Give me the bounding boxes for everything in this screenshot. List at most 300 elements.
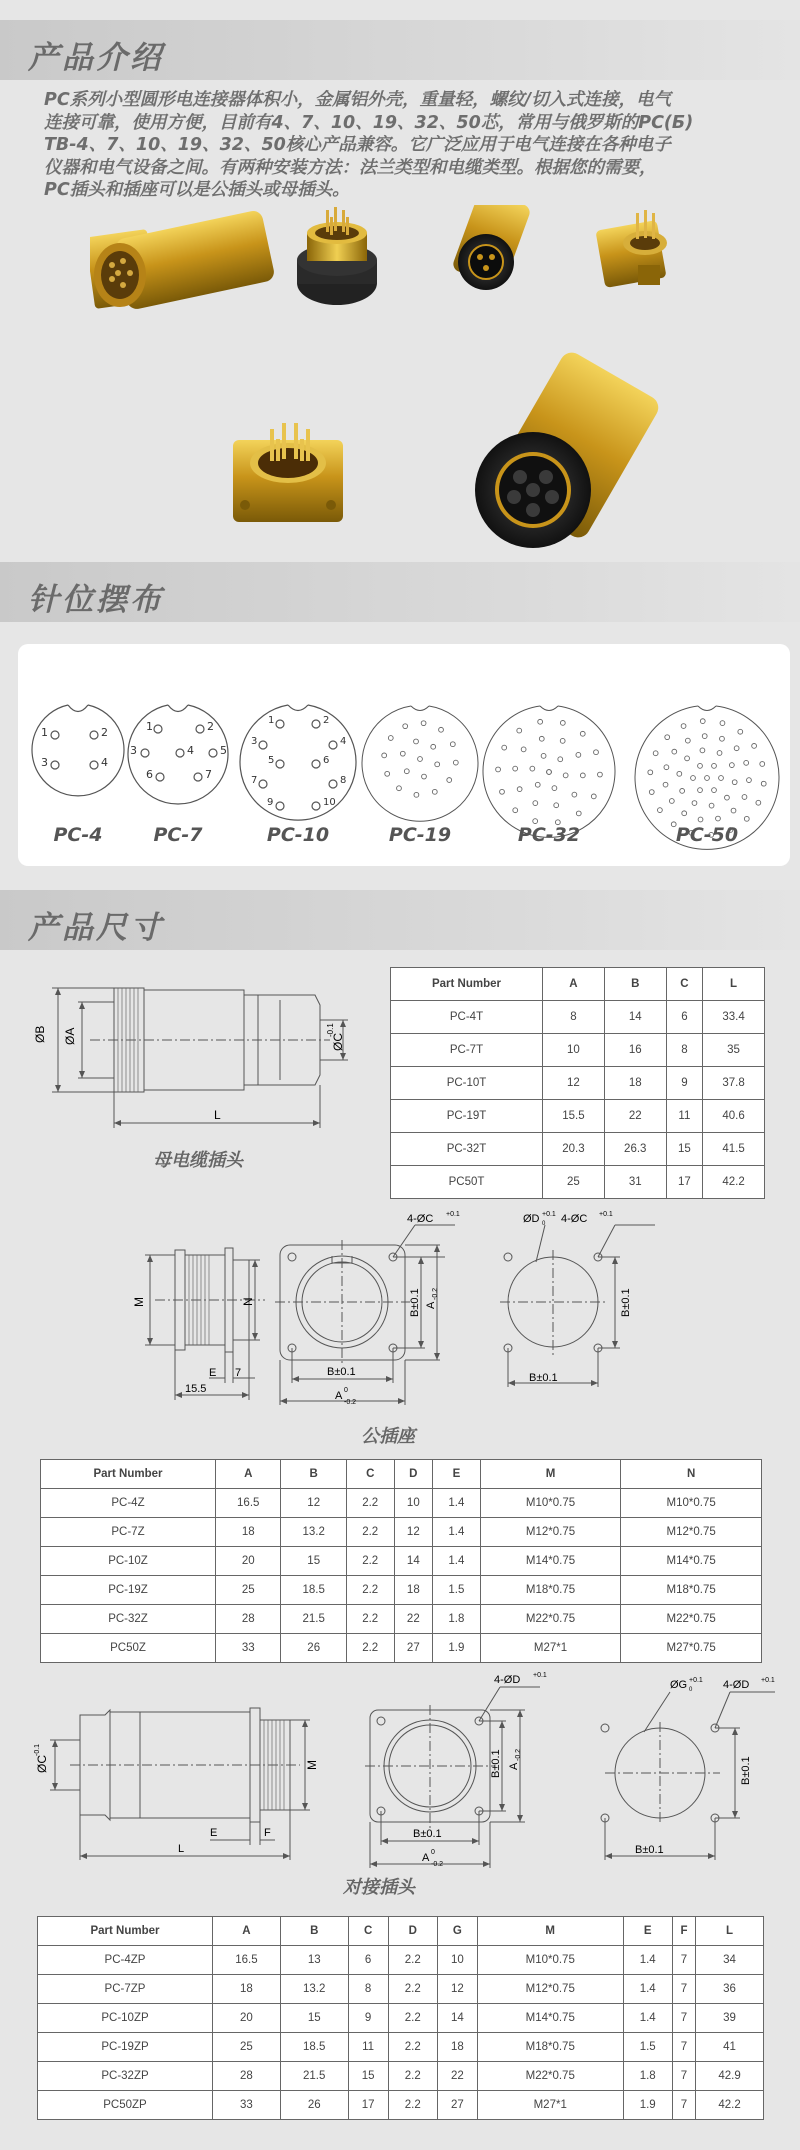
- dim-label-holes2-tol: +0.1: [761, 1677, 775, 1684]
- pin-label-pc32: PC-32: [517, 824, 581, 846]
- pin-hole: [752, 744, 757, 749]
- pin-num: 3: [130, 744, 137, 757]
- table-cell: 1.4: [623, 1975, 672, 2004]
- table-header-cell: B: [604, 968, 666, 1001]
- table-row: [38, 1946, 764, 1975]
- pin-hole: [552, 786, 557, 791]
- dim-label-a-h: A: [335, 1390, 343, 1402]
- dim-label-g: ØG: [670, 1679, 688, 1691]
- pin-num: 1: [268, 715, 275, 726]
- table-cell: 1.4: [623, 2004, 672, 2033]
- table-cell: 26: [280, 2091, 348, 2120]
- pin-hole: [669, 799, 674, 804]
- drawing-male-socket: [125, 1205, 725, 1410]
- dim-label-c-tol: -0.1: [34, 1743, 41, 1756]
- table-cell: 18: [213, 1975, 281, 2004]
- dim-label-d-sub: 0: [542, 1221, 546, 1227]
- table-row: [41, 1547, 762, 1576]
- table-cell: 33: [216, 1634, 281, 1663]
- table-cell: 1.9: [623, 2091, 672, 2120]
- table-header-cell: Part Number: [38, 1917, 213, 1946]
- pin-hole: [705, 776, 710, 781]
- dim-label-holes-tol: +0.1: [533, 1672, 547, 1679]
- dim-label-d: ØD: [523, 1213, 540, 1225]
- table-row: [41, 1576, 762, 1605]
- pin-label-pc7: PC-7: [153, 824, 203, 846]
- table-header-cell: C: [666, 968, 702, 1001]
- pin-hole: [594, 750, 599, 755]
- table-header-row: [391, 968, 765, 1001]
- table-cell: 2.2: [388, 2062, 437, 2091]
- pin-hole: [513, 766, 518, 771]
- pin-hole: [692, 801, 697, 806]
- dim-label-b-tol: B±0.1: [409, 1288, 421, 1317]
- pin-hole: [453, 760, 458, 765]
- table-cell: 21.5: [281, 1605, 346, 1634]
- dim-label-e: E: [209, 1367, 217, 1379]
- dim-label-b-tol-panel: B±0.1: [740, 1756, 752, 1785]
- table-cell: 42.9: [696, 2062, 764, 2091]
- caption-male-socket: 公插座: [361, 1426, 415, 1447]
- pin-hole: [717, 751, 722, 756]
- pin-num: 8: [340, 775, 347, 786]
- pin-hole: [682, 811, 687, 816]
- table-cell: 1.4: [623, 1946, 672, 1975]
- dim-label-b-tol-panel-h: B±0.1: [529, 1372, 558, 1384]
- pin-diagram-pc32-pins: [496, 719, 603, 824]
- table-cell: PC-32ZP: [38, 2062, 213, 2091]
- table-cell: 1.9: [433, 1634, 481, 1663]
- table-row: [391, 1166, 765, 1199]
- dim-label-holes2-tol: +0.1: [599, 1211, 613, 1218]
- table-cell: 15: [348, 2062, 388, 2091]
- caption-female-plug: 母电缆插头: [153, 1150, 243, 1171]
- pin-hole: [538, 719, 543, 724]
- dim-label-7: 7: [235, 1367, 242, 1379]
- pin-hole: [539, 736, 544, 741]
- pin-hole: [414, 792, 419, 797]
- pin-hole: [685, 756, 690, 761]
- photo-large-plug: [475, 348, 663, 548]
- dim-label-a: A: [425, 1301, 437, 1309]
- table-cell: 25: [216, 1576, 281, 1605]
- pin-hole: [554, 803, 559, 808]
- dim-label-a-h: A: [422, 1852, 430, 1864]
- pin-hole: [653, 751, 658, 756]
- pin-hole: [439, 727, 444, 732]
- pin-hole: [731, 808, 736, 813]
- photo-flange-socket-long: [90, 209, 276, 311]
- dim-label-g-sub: 0: [689, 1687, 693, 1693]
- pin-hole: [698, 817, 703, 822]
- pin-label-pc19: PC-19: [388, 824, 452, 846]
- table-cell: 14: [437, 2004, 477, 2033]
- pin-hole: [761, 781, 766, 786]
- table-cell: 13: [280, 1946, 348, 1975]
- dim-label-m: M: [305, 1760, 319, 1770]
- table-cell: 20: [213, 2004, 281, 2033]
- table-cell: 39: [696, 2004, 764, 2033]
- pin-hole: [720, 736, 725, 741]
- table-cell: 18: [604, 1067, 666, 1100]
- table-cell: 41.5: [703, 1133, 765, 1166]
- table-cell: PC-10Z: [41, 1547, 216, 1576]
- table-header-cell: E: [433, 1460, 481, 1489]
- table-cell: 2.2: [346, 1518, 394, 1547]
- pin-hole: [558, 757, 563, 762]
- table-cell: PC-4ZP: [38, 1946, 213, 1975]
- table-cell: 2.2: [388, 1946, 437, 1975]
- table-cell: 7: [672, 2091, 695, 2120]
- pin-hole: [397, 786, 402, 791]
- pin-hole: [720, 721, 725, 726]
- table-cell: M18*0.75: [480, 1576, 621, 1605]
- table-cell: 11: [348, 2033, 388, 2062]
- pin-hole: [734, 746, 739, 751]
- pin-hole: [698, 788, 703, 793]
- table-cell: M18*0.75: [477, 2033, 623, 2062]
- table-cell: 13.2: [281, 1518, 346, 1547]
- table-cell: 6: [666, 1001, 702, 1034]
- table-cell: 40.6: [703, 1100, 765, 1133]
- pin-num: 9: [267, 797, 274, 808]
- dim-label-c: ØC: [331, 1033, 345, 1051]
- pin-hole: [716, 816, 721, 821]
- table-cell: 17: [666, 1166, 702, 1199]
- table-cell: 10: [437, 1946, 477, 1975]
- table-cell: PC-32T: [391, 1133, 543, 1166]
- pin-num: 2: [101, 726, 108, 739]
- table-cell: 12: [394, 1518, 433, 1547]
- table-cell: 11: [666, 1100, 702, 1133]
- table-cell: PC-4T: [391, 1001, 543, 1034]
- intro-line: 连接可靠，使用方便，目前有4、7、10、19、32、50芯，常用与俄罗斯的PC(Б): [44, 112, 694, 133]
- dim-label-l: L: [214, 1108, 221, 1122]
- table-cell: M14*0.75: [480, 1547, 621, 1576]
- dim-label-l: L: [178, 1843, 185, 1855]
- table-cell: 28: [216, 1605, 281, 1634]
- section-band-intro: [0, 20, 800, 80]
- table-cell: 2.2: [346, 1634, 394, 1663]
- pin-hole: [747, 778, 752, 783]
- pin-hole: [513, 808, 518, 813]
- table-cell: PC-19T: [391, 1100, 543, 1133]
- dim-label-m: M: [132, 1297, 146, 1307]
- table-row: [38, 2033, 764, 2062]
- table-cell: M22*0.75: [621, 1605, 762, 1634]
- table-cell: 25: [213, 2033, 281, 2062]
- table-row: [38, 2004, 764, 2033]
- pin-label-pc4: PC-4: [53, 824, 103, 846]
- table-cell: PC-7Z: [41, 1518, 216, 1547]
- pin-num: 2: [323, 715, 330, 726]
- pin-hole: [576, 752, 581, 757]
- pin-num: 3: [251, 736, 258, 747]
- pin-label-pc10: PC-10: [266, 824, 330, 846]
- pin-hole: [421, 721, 426, 726]
- table-cell: PC-19Z: [41, 1576, 216, 1605]
- intro-line: PC系列小型圆形电连接器体积小，金属铝外壳，重量轻，螺纹/切入式连接，电气: [44, 90, 672, 110]
- table-mating-plug: [37, 1916, 764, 2120]
- table-cell: 33: [213, 2091, 281, 2120]
- photo-black-nose-plug: [451, 205, 532, 290]
- table-cell: 6: [348, 1946, 388, 1975]
- dim-label-e: E: [210, 1827, 218, 1839]
- pin-hole: [447, 778, 452, 783]
- pin-num: 7: [251, 775, 258, 786]
- dim-label-a-tol: -0.2: [515, 1748, 522, 1761]
- section-band-pins: [0, 562, 800, 622]
- table-cell: 8: [348, 1975, 388, 2004]
- table-header-cell: L: [703, 968, 765, 1001]
- table-cell: M12*0.75: [480, 1518, 621, 1547]
- section-title-pins: 针位摆布: [28, 582, 164, 618]
- pin-hole: [580, 731, 585, 736]
- pin-num: 2: [207, 720, 214, 733]
- photo-round-socket: [297, 207, 377, 305]
- table-row: [391, 1001, 765, 1034]
- pin-hole: [418, 757, 423, 762]
- table-cell: 1.4: [433, 1518, 481, 1547]
- dim-label-b-tol-h: B±0.1: [327, 1366, 356, 1378]
- dim-label-a-tol-h: -0.2: [431, 1861, 444, 1868]
- table-cell: 22: [437, 2062, 477, 2091]
- pin-hole: [388, 736, 393, 741]
- table-cell: 33.4: [703, 1001, 765, 1034]
- table-cell: 12: [437, 1975, 477, 2004]
- pin-diagram-pc4: [32, 705, 124, 796]
- table-cell: 8: [543, 1001, 605, 1034]
- pin-num: 6: [146, 768, 153, 781]
- table-cell: 42.2: [696, 2091, 764, 2120]
- pin-hole: [432, 789, 437, 794]
- dim-label-holes-tol: +0.1: [446, 1211, 460, 1218]
- table-cell: 28: [213, 2062, 281, 2091]
- table-header-cell: G: [437, 1917, 477, 1946]
- section-title-intro: 产品介绍: [28, 40, 164, 76]
- dim-label-holes2: 4-ØC: [561, 1213, 588, 1225]
- dim-label-a-tol-h: -0.2: [344, 1399, 357, 1406]
- table-cell: 26.3: [604, 1133, 666, 1166]
- table-cell: 15: [281, 1547, 346, 1576]
- pin-diagram-pc19: [362, 706, 478, 821]
- table-cell: 18.5: [281, 1576, 346, 1605]
- dim-label-holes2: 4-ØD: [723, 1679, 750, 1691]
- table-cell: 7: [672, 1946, 695, 1975]
- pin-hole: [431, 744, 436, 749]
- table-cell: 1.5: [433, 1576, 481, 1605]
- table-cell: 16.5: [213, 1946, 281, 1975]
- table-header-cell: Part Number: [41, 1460, 216, 1489]
- pin-layout-card: [18, 644, 790, 866]
- pin-hole: [414, 739, 419, 744]
- table-cell: 16.5: [216, 1489, 281, 1518]
- pin-hole: [450, 742, 455, 747]
- table-cell: 14: [604, 1001, 666, 1034]
- pin-hole: [382, 753, 387, 758]
- table-cell: 7: [672, 2033, 695, 2062]
- pin-hole: [738, 729, 743, 734]
- pin-hole: [572, 792, 577, 797]
- dim-label-n: N: [241, 1297, 255, 1306]
- table-cell: PC-10ZP: [38, 2004, 213, 2033]
- table-header-cell: B: [280, 1917, 348, 1946]
- pin-hole: [404, 769, 409, 774]
- table-cell: 9: [348, 2004, 388, 2033]
- pin-hole: [685, 738, 690, 743]
- dim-label-f: F: [264, 1827, 271, 1839]
- pin-label-pc50: PC-50: [675, 824, 739, 846]
- table-row: [391, 1100, 765, 1133]
- photo-small-flange-socket: [595, 210, 667, 288]
- dim-label-a-tol: -0.2: [432, 1287, 439, 1300]
- table-cell: 2.2: [388, 1975, 437, 2004]
- table-cell: M27*0.75: [621, 1634, 762, 1663]
- intro-paragraph: [44, 89, 774, 202]
- pin-hole: [533, 801, 538, 806]
- drawing-female-cable-plug: [30, 975, 365, 1140]
- table-cell: PC-19ZP: [38, 2033, 213, 2062]
- pin-hole: [598, 772, 603, 777]
- table-cell: PC50ZP: [38, 2091, 213, 2120]
- table-cell: 18: [437, 2033, 477, 2062]
- pin-hole: [547, 770, 552, 775]
- table-row: [41, 1518, 762, 1547]
- pin-num: 1: [41, 726, 48, 739]
- pin-diagram-pc50-pins: [648, 719, 766, 837]
- pin-hole: [385, 771, 390, 776]
- table-cell: 2.2: [388, 2004, 437, 2033]
- pin-hole: [530, 766, 535, 771]
- table-header-cell: F: [672, 1917, 695, 1946]
- table-row: [391, 1133, 765, 1166]
- table-row: [38, 1975, 764, 2004]
- table-cell: PC-7ZP: [38, 1975, 213, 2004]
- dim-label-b-tol-panel: B±0.1: [620, 1288, 632, 1317]
- pin-hole: [677, 771, 682, 776]
- pin-diagram-pc19-pins: [382, 721, 458, 797]
- table-cell: 1.8: [433, 1605, 481, 1634]
- table-cell: 37.8: [703, 1067, 765, 1100]
- table-cell: 34: [696, 1946, 764, 1975]
- pin-hole: [712, 763, 717, 768]
- pin-hole: [400, 751, 405, 756]
- table-cell: 41: [696, 2033, 764, 2062]
- table-cell: M27*1: [480, 1634, 621, 1663]
- dim-label-a: ØA: [63, 1027, 77, 1045]
- table-cell: 36: [696, 1975, 764, 2004]
- dim-label-holes: 4-ØC: [407, 1213, 434, 1225]
- pin-hole: [517, 728, 522, 733]
- table-header-cell: L: [696, 1917, 764, 1946]
- dim-label-holes: 4-ØD: [494, 1674, 521, 1686]
- table-header-cell: A: [216, 1460, 281, 1489]
- dim-label-c: ØC: [35, 1755, 49, 1773]
- pin-hole: [681, 724, 686, 729]
- pin-num: 4: [340, 736, 347, 747]
- pin-diagram-pc10: [240, 705, 356, 820]
- pin-hole: [648, 770, 653, 775]
- dim-label-d-tol: +0.1: [542, 1211, 556, 1218]
- pin-hole: [729, 763, 734, 768]
- table-header-cell: C: [346, 1460, 394, 1489]
- table-cell: 26: [281, 1634, 346, 1663]
- table-cell: 9: [666, 1067, 702, 1100]
- table-cell: 8: [666, 1034, 702, 1067]
- table-header-cell: C: [348, 1917, 388, 1946]
- table-cell: 13.2: [280, 1975, 348, 2004]
- pin-hole: [732, 780, 737, 785]
- pin-hole: [742, 795, 747, 800]
- table-cell: 22: [394, 1605, 433, 1634]
- table-row: [38, 2062, 764, 2091]
- table-header-cell: D: [388, 1917, 437, 1946]
- pin-hole: [422, 774, 427, 779]
- pin-hole: [744, 816, 749, 821]
- product-photos: [90, 205, 790, 550]
- table-cell: 10: [543, 1034, 605, 1067]
- table-cell: M18*0.75: [621, 1576, 762, 1605]
- table-cell: 2.2: [346, 1605, 394, 1634]
- table-cell: 18: [216, 1518, 281, 1547]
- pin-hole: [702, 734, 707, 739]
- table-cell: PC-32Z: [41, 1605, 216, 1634]
- table-cell: 22: [604, 1100, 666, 1133]
- pin-hole: [403, 724, 408, 729]
- table-header-cell: A: [543, 968, 605, 1001]
- table-row: [41, 1489, 762, 1518]
- dim-label-b-tol-panel-h: B±0.1: [635, 1844, 664, 1856]
- pin-hole: [698, 763, 703, 768]
- table-cell: PC50T: [391, 1166, 543, 1199]
- table-header-cell: Part Number: [391, 968, 543, 1001]
- table-header-cell: A: [213, 1917, 281, 1946]
- table-cell: 16: [604, 1034, 666, 1067]
- table-cell: 35: [703, 1034, 765, 1067]
- pin-diagram-pc32: [483, 706, 615, 837]
- table-cell: PC50Z: [41, 1634, 216, 1663]
- table-female-plug: [390, 967, 765, 1199]
- table-cell: 2.2: [388, 2091, 437, 2120]
- table-cell: 20: [216, 1547, 281, 1576]
- dim-label-a: A: [508, 1762, 520, 1770]
- table-cell: 21.5: [280, 2062, 348, 2091]
- table-cell: 27: [437, 2091, 477, 2120]
- pin-num: 1: [146, 720, 153, 733]
- table-cell: PC-4Z: [41, 1489, 216, 1518]
- table-cell: 2.2: [346, 1547, 394, 1576]
- dim-label-c-tol: -0.1: [326, 1023, 335, 1037]
- pin-hole: [580, 773, 585, 778]
- pin-hole: [700, 719, 705, 724]
- dim-label-b-tol-h: B±0.1: [413, 1828, 442, 1840]
- table-cell: 10: [394, 1489, 433, 1518]
- pin-hole: [576, 811, 581, 816]
- table-cell: 2.2: [346, 1576, 394, 1605]
- pin-hole: [533, 819, 538, 824]
- pin-num: 5: [268, 755, 275, 766]
- table-cell: 27: [394, 1634, 433, 1663]
- pin-num: 4: [187, 744, 194, 757]
- table-header-cell: D: [394, 1460, 433, 1489]
- pin-hole: [744, 760, 749, 765]
- table-cell: M14*0.75: [477, 2004, 623, 2033]
- table-cell: 12: [281, 1489, 346, 1518]
- pin-num: 6: [323, 755, 330, 766]
- table-cell: M10*0.75: [480, 1489, 621, 1518]
- table-cell: 7: [672, 2062, 695, 2091]
- table-header-cell: B: [281, 1460, 346, 1489]
